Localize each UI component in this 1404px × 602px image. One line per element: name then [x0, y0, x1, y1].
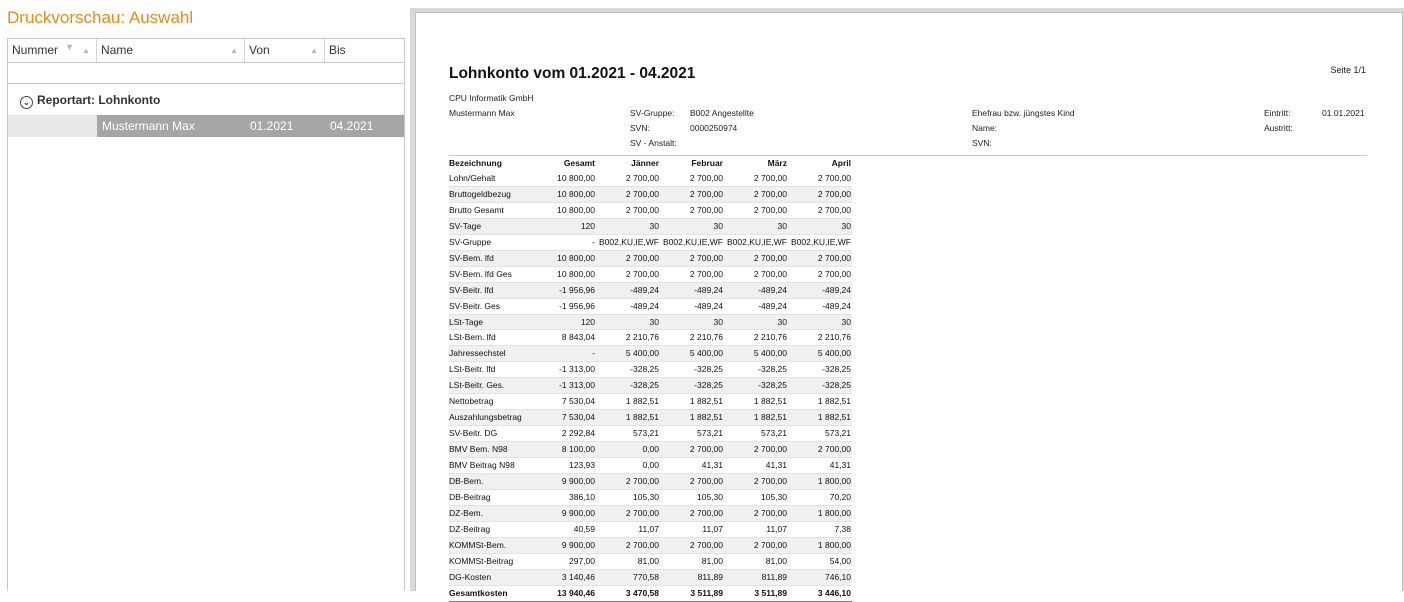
cell-value: 30 — [596, 218, 660, 234]
table-row — [449, 346, 852, 362]
row-label: LSt-Beitr. lfd — [449, 362, 549, 378]
cell-value: 2 700,00 — [788, 202, 852, 218]
table-row — [449, 505, 852, 521]
row-label: DZ-Bem. — [449, 505, 549, 521]
cell-value: 2 700,00 — [660, 442, 724, 458]
company-name: CPU Informatik GmbH — [449, 93, 534, 103]
cell-value: -1 956,96 — [549, 298, 596, 314]
collapse-icon[interactable]: ⌄ — [20, 96, 33, 109]
table-row — [449, 410, 852, 426]
row-label: Jahressechstel — [449, 346, 549, 362]
cell-value: 2 700,00 — [724, 442, 788, 458]
row-label: LSt-Beitr. Ges. — [449, 378, 549, 394]
sort-icon[interactable]: ▲ — [230, 46, 238, 55]
row-label: DZ-Beitrag — [449, 521, 549, 537]
cell-value: 11,07 — [724, 521, 788, 537]
cell-value: -489,24 — [596, 282, 660, 298]
cell-value: 40,59 — [549, 521, 596, 537]
cell-value: 1 882,51 — [788, 394, 852, 410]
cell-value: 746,10 — [788, 569, 852, 585]
cell-value: 2 700,00 — [724, 474, 788, 490]
row-von: 01.2021 — [250, 119, 294, 133]
cell-value: -1 313,00 — [549, 362, 596, 378]
table-row — [449, 330, 852, 346]
cell-value: 2 700,00 — [596, 266, 660, 282]
cell-value: 30 — [724, 218, 788, 234]
row-name: Mustermann Max — [102, 119, 195, 133]
cell-value: 5 400,00 — [596, 346, 660, 362]
cell-value: 10 800,00 — [549, 250, 596, 266]
name-label: Name: — [972, 123, 998, 133]
column-label: Bis — [329, 43, 346, 57]
cell-value: 2 700,00 — [596, 505, 660, 521]
table-row — [449, 521, 852, 537]
cell-value: 2 700,00 — [660, 250, 724, 266]
row-label: DG-Kosten — [449, 569, 549, 585]
cell-value: B002,KU,IE,WF — [788, 234, 852, 250]
table-row — [449, 298, 852, 314]
cell-value: - — [549, 346, 596, 362]
table-row — [449, 202, 852, 218]
cell-value: 297,00 — [549, 553, 596, 569]
cell-value: 2 700,00 — [660, 171, 724, 186]
row-label: SV-Beitr. DG — [449, 426, 549, 442]
cell-value: -1 956,96 — [549, 282, 596, 298]
total-label: Gesamtkosten — [449, 585, 549, 601]
cell-value: 811,89 — [724, 569, 788, 585]
cell-value: 1 882,51 — [724, 410, 788, 426]
table-row — [449, 490, 852, 506]
cell-value: 2 210,76 — [724, 330, 788, 346]
cell-value: -328,25 — [788, 362, 852, 378]
page-number: Seite 1/1 — [1330, 65, 1366, 75]
table-row — [449, 362, 852, 378]
cell-value: 573,21 — [788, 426, 852, 442]
row-label: LSt-Tage — [449, 314, 549, 330]
cell-value: B002,KU,IE,WF — [660, 234, 724, 250]
column-label: Von — [249, 43, 270, 57]
column-header-von[interactable] — [245, 39, 325, 62]
cell-value: -489,24 — [788, 298, 852, 314]
cell-value: 30 — [724, 314, 788, 330]
row-label: KOMMSt-Bem. — [449, 537, 549, 553]
row-label: BMV Bem. N98 — [449, 442, 549, 458]
table-row — [449, 537, 852, 553]
table-row[interactable] — [8, 115, 404, 137]
sort-icon[interactable]: ▲ — [310, 46, 318, 55]
cell-value: 2 700,00 — [596, 171, 660, 186]
table-row — [449, 394, 852, 410]
cell-value: 70,20 — [788, 490, 852, 506]
cell-value: 2 700,00 — [724, 266, 788, 282]
header-gesamt: Gesamt — [563, 158, 595, 168]
filter-row[interactable] — [8, 63, 404, 84]
cell-value: 41,31 — [788, 458, 852, 474]
lohnkonto-table — [449, 156, 852, 602]
cell-value: 10 800,00 — [549, 186, 596, 202]
cell-value: 1 882,51 — [660, 394, 724, 410]
selection-grid — [7, 38, 405, 591]
row-label: BMV Beitrag N98 — [449, 458, 549, 474]
cell-value: 11,07 — [660, 521, 724, 537]
cell-value: 1 800,00 — [788, 505, 852, 521]
cell-value: 10 800,00 — [549, 171, 596, 186]
cell-value: 1 882,51 — [596, 394, 660, 410]
sv-gruppe-label: SV-Gruppe: — [630, 108, 675, 118]
grid-header — [8, 39, 404, 63]
header-jaenner: Jänner — [631, 158, 659, 168]
cell-value: -328,25 — [660, 362, 724, 378]
cell-value: 7,38 — [788, 521, 852, 537]
cell-value: 2 210,76 — [660, 330, 724, 346]
cell-value: 2 700,00 — [596, 202, 660, 218]
selection-panel — [0, 0, 408, 591]
total-value: 3 511,89 — [660, 585, 724, 601]
cell-value: 2 210,76 — [596, 330, 660, 346]
cell-value: 2 700,00 — [724, 186, 788, 202]
cell-value: 30 — [788, 314, 852, 330]
cell-value: 2 700,00 — [724, 505, 788, 521]
cell-value: 8 843,04 — [549, 330, 596, 346]
cell-value: 30 — [788, 218, 852, 234]
cell-value: 2 700,00 — [660, 474, 724, 490]
total-value: 3 470,58 — [596, 585, 660, 601]
column-label: Nummer — [12, 43, 59, 57]
cell-value: 1 882,51 — [724, 394, 788, 410]
cell-value: B002,KU,IE,WF — [596, 234, 660, 250]
cell-value: 7 530,04 — [549, 394, 596, 410]
cell-value: -489,24 — [724, 282, 788, 298]
eintritt-value: 01.01.2021 — [1322, 108, 1365, 118]
cell-value: 30 — [660, 314, 724, 330]
row-label: Nettobetrag — [449, 394, 549, 410]
table-row — [449, 458, 852, 474]
cell-value: 30 — [660, 218, 724, 234]
cell-value: 9 900,00 — [549, 537, 596, 553]
eintritt-label: Eintritt: — [1264, 108, 1291, 118]
row-label: SV-Tage — [449, 218, 549, 234]
row-label: Bruttogeldbezug — [449, 186, 549, 202]
austritt-label: Austritt: — [1264, 123, 1293, 133]
employee-name: Mustermann Max — [449, 108, 515, 118]
row-label: SV-Beitr. Ges — [449, 298, 549, 314]
table-row — [449, 250, 852, 266]
cell-value: -489,24 — [596, 298, 660, 314]
cell-value: 120 — [549, 314, 596, 330]
header-bezeichnung: Bezeichnung — [449, 158, 502, 168]
svn-value: 0000250974 — [690, 123, 738, 133]
cell-value: 2 700,00 — [788, 171, 852, 186]
cell-value: -328,25 — [596, 378, 660, 394]
cell-value: 81,00 — [660, 553, 724, 569]
cell-value: 2 700,00 — [788, 442, 852, 458]
cell-value: 2 700,00 — [660, 202, 724, 218]
table-row — [449, 234, 852, 250]
svn-label: SVN: — [630, 123, 650, 133]
cell-value: 2 700,00 — [724, 250, 788, 266]
cell-value: 0,00 — [596, 458, 660, 474]
cell-value: 2 700,00 — [596, 186, 660, 202]
cell-value: 2 700,00 — [596, 474, 660, 490]
row-label: SV-Gruppe — [449, 234, 549, 250]
cell-value: 2 700,00 — [660, 505, 724, 521]
column-header-nummer[interactable] — [8, 39, 97, 62]
table-row — [449, 474, 852, 490]
table-row — [449, 553, 852, 569]
cell-value: 41,31 — [724, 458, 788, 474]
cell-value: 1 800,00 — [788, 474, 852, 490]
row-label: DB-Beitrag — [449, 490, 549, 506]
header-februar: Februar — [691, 158, 723, 168]
row-number-cell — [8, 115, 97, 137]
cell-value: -1 313,00 — [549, 378, 596, 394]
cell-value: 30 — [596, 314, 660, 330]
total-value: 3 446,10 — [788, 585, 852, 601]
cell-value: 3 140,46 — [549, 569, 596, 585]
row-label: Lohn/Gehalt — [449, 171, 549, 186]
cell-value: 1 800,00 — [788, 537, 852, 553]
cell-value: -489,24 — [660, 298, 724, 314]
row-label: Brutto Gesamt — [449, 202, 549, 218]
column-header-bis[interactable] — [325, 39, 406, 62]
cell-value: -489,24 — [724, 298, 788, 314]
cell-value: 7 530,04 — [549, 410, 596, 426]
table-row — [449, 378, 852, 394]
row-label: KOMMSt-Beitrag — [449, 553, 549, 569]
cell-value: 2 700,00 — [788, 186, 852, 202]
cell-value: 11,07 — [596, 521, 660, 537]
cell-value: 2 700,00 — [724, 537, 788, 553]
group-row-reportart[interactable] — [20, 92, 160, 108]
cell-value: 386,10 — [549, 490, 596, 506]
column-header-name[interactable] — [97, 39, 245, 62]
cell-value: 81,00 — [724, 553, 788, 569]
cell-value: - — [549, 234, 596, 250]
cell-value: 2 700,00 — [596, 250, 660, 266]
cell-value: 8 100,00 — [549, 442, 596, 458]
svn2-label: SVN: — [972, 138, 992, 148]
row-label: DB-Bem. — [449, 474, 549, 490]
table-row — [449, 314, 852, 330]
panel-title: Druckvorschau: Auswahl — [7, 8, 194, 27]
cell-value: 2 700,00 — [660, 186, 724, 202]
cell-value: -328,25 — [788, 378, 852, 394]
table-row — [449, 218, 852, 234]
table-row — [449, 282, 852, 298]
cell-value: 1 882,51 — [660, 410, 724, 426]
cell-value: 2 700,00 — [788, 250, 852, 266]
cell-value: 0,00 — [596, 442, 660, 458]
cell-value: 770,58 — [596, 569, 660, 585]
cell-value: 573,21 — [596, 426, 660, 442]
table-row — [449, 442, 852, 458]
header-maerz: März — [767, 158, 787, 168]
cell-value: -328,25 — [660, 378, 724, 394]
cell-value: 2 700,00 — [660, 537, 724, 553]
row-label: Auszahlungsbetrag — [449, 410, 549, 426]
cell-value: -328,25 — [724, 378, 788, 394]
cell-value: 9 900,00 — [549, 474, 596, 490]
row-bis: 04.2021 — [330, 119, 374, 133]
cell-value: 105,30 — [596, 490, 660, 506]
total-value: 3 511,89 — [724, 585, 788, 601]
cell-value: 573,21 — [660, 426, 724, 442]
sv-anstalt-label: SV - Anstalt: — [630, 138, 677, 148]
cell-value: -489,24 — [788, 282, 852, 298]
table-row — [449, 426, 852, 442]
cell-value: 10 800,00 — [549, 266, 596, 282]
group-label: Reportart: Lohnkonto — [37, 93, 161, 107]
ehefrau-label: Ehefrau bzw. jüngstes Kind — [972, 108, 1075, 118]
cell-value: 5 400,00 — [724, 346, 788, 362]
row-label: SV-Bem. lfd Ges — [449, 266, 549, 282]
cell-value: B002,KU,IE,WF — [724, 234, 788, 250]
cell-value: 41,31 — [660, 458, 724, 474]
cell-value: 573,21 — [724, 426, 788, 442]
cell-value: -489,24 — [660, 282, 724, 298]
table-row — [449, 266, 852, 282]
row-label: SV-Beitr. lfd — [449, 282, 549, 298]
cell-value: 2 700,00 — [596, 537, 660, 553]
cell-value: 123,93 — [549, 458, 596, 474]
cell-value: 2 210,76 — [788, 330, 852, 346]
total-row — [449, 585, 852, 601]
column-label: Name — [101, 43, 134, 57]
filter-icon[interactable]: ▼ — [65, 42, 74, 52]
table-row — [449, 569, 852, 585]
cell-value: 811,89 — [660, 569, 724, 585]
cell-value: 2 292,84 — [549, 426, 596, 442]
cell-value: -328,25 — [596, 362, 660, 378]
table-row — [449, 171, 852, 186]
cell-value: 105,30 — [724, 490, 788, 506]
cell-value: 105,30 — [660, 490, 724, 506]
table-header-row — [449, 156, 852, 171]
cell-value: 9 900,00 — [549, 505, 596, 521]
cell-value: 1 882,51 — [788, 410, 852, 426]
total-value: 13 940,46 — [549, 585, 596, 601]
row-label: LSt-Bem. lfd — [449, 330, 549, 346]
cell-value: 2 700,00 — [724, 202, 788, 218]
cell-value: 5 400,00 — [788, 346, 852, 362]
header-april: April — [831, 158, 851, 168]
cell-value: 120 — [549, 218, 596, 234]
report-title: Lohnkonto vom 01.2021 - 04.2021 — [449, 65, 696, 82]
cell-value: 2 700,00 — [788, 266, 852, 282]
cell-value: 10 800,00 — [549, 202, 596, 218]
cell-value: 81,00 — [596, 553, 660, 569]
sort-icon[interactable]: ▲ — [82, 46, 90, 55]
cell-value: 2 700,00 — [660, 266, 724, 282]
cell-value: 2 700,00 — [724, 171, 788, 186]
cell-value: -328,25 — [724, 362, 788, 378]
cell-value: 1 882,51 — [596, 410, 660, 426]
sv-gruppe-value: B002 Angestellte — [690, 108, 754, 118]
row-label: SV-Bem. lfd — [449, 250, 549, 266]
cell-value: 5 400,00 — [660, 346, 724, 362]
cell-value: 54,00 — [788, 553, 852, 569]
table-row — [449, 186, 852, 202]
